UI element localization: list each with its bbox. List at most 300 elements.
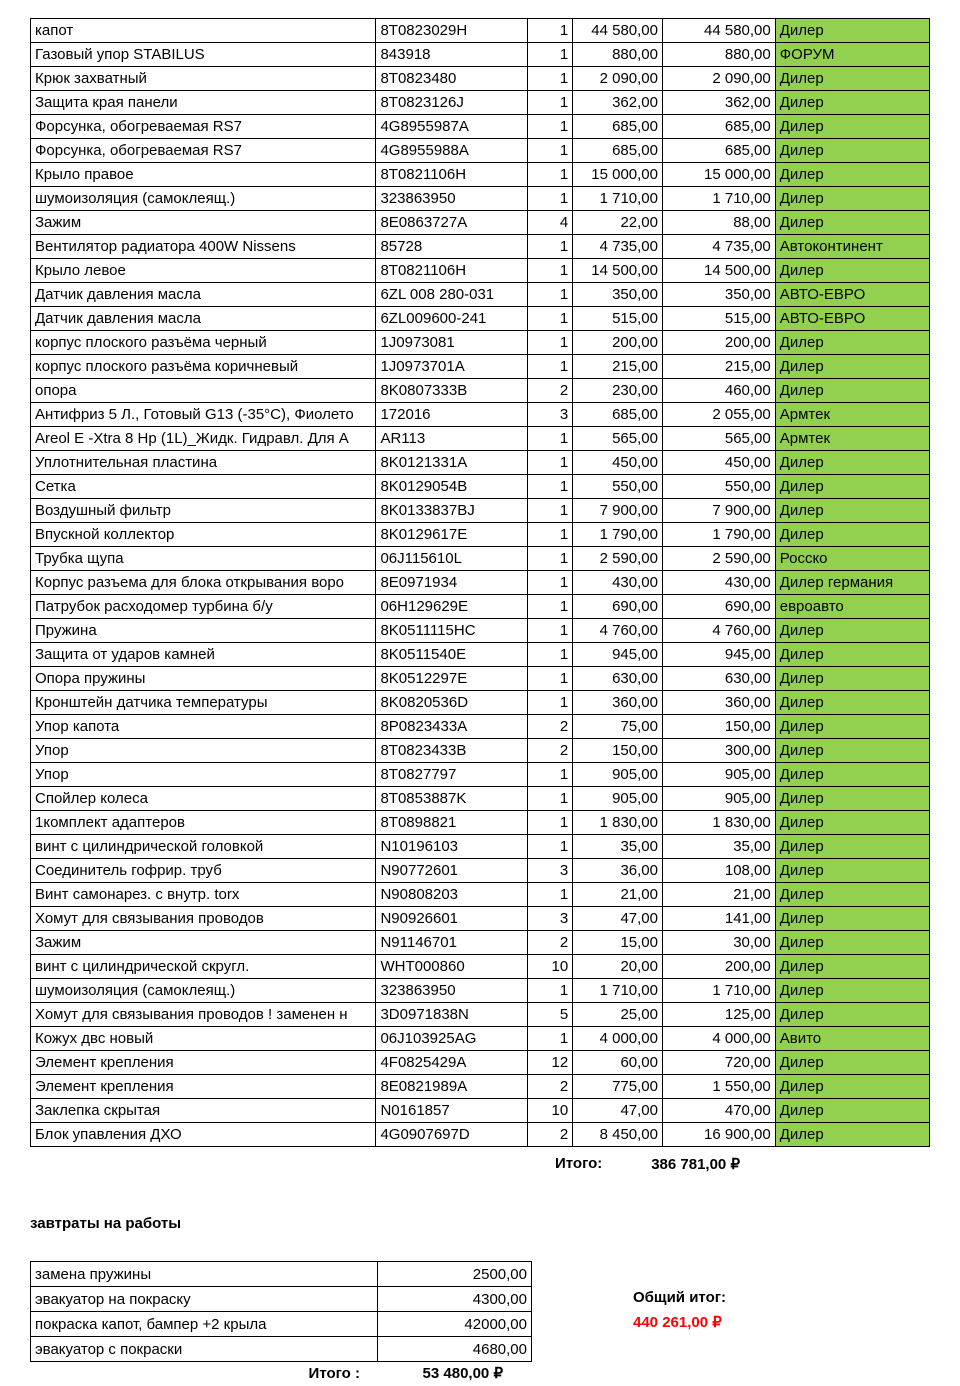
part-qty-cell[interactable]: 1 xyxy=(527,187,572,211)
part-unit-price-cell[interactable]: 565,00 xyxy=(573,427,663,451)
part-unit-price-cell[interactable]: 215,00 xyxy=(573,355,663,379)
part-total-cell[interactable]: 1 830,00 xyxy=(662,811,775,835)
part-total-cell[interactable]: 88,00 xyxy=(662,211,775,235)
part-unit-price-cell[interactable]: 47,00 xyxy=(573,907,663,931)
part-total-cell[interactable]: 16 900,00 xyxy=(662,1123,775,1147)
part-total-cell[interactable]: 15 000,00 xyxy=(662,163,775,187)
part-name-cell[interactable]: Корпус разъема для блока открывания воро xyxy=(31,571,376,595)
part-qty-cell[interactable]: 1 xyxy=(527,451,572,475)
part-supplier-cell[interactable]: Росско xyxy=(775,547,929,571)
part-name-cell[interactable]: Крюк захватный xyxy=(31,67,376,91)
part-supplier-cell[interactable]: Дилер xyxy=(775,451,929,475)
part-number-cell[interactable]: N90772601 xyxy=(376,859,527,883)
part-qty-cell[interactable]: 2 xyxy=(527,715,572,739)
part-number-cell[interactable]: N0161857 xyxy=(376,1099,527,1123)
part-supplier-cell[interactable]: Дилер xyxy=(775,475,929,499)
part-qty-cell[interactable]: 1 xyxy=(527,283,572,307)
part-name-cell[interactable]: Упор xyxy=(31,739,376,763)
part-supplier-cell[interactable]: Дилер xyxy=(775,379,929,403)
part-qty-cell[interactable]: 1 xyxy=(527,619,572,643)
part-name-cell[interactable]: Кронштейн датчика температуры xyxy=(31,691,376,715)
part-number-cell[interactable]: 4G8955988A xyxy=(376,139,527,163)
part-number-cell[interactable]: 8T0827797 xyxy=(376,763,527,787)
part-name-cell[interactable]: Воздушный фильтр xyxy=(31,499,376,523)
part-total-cell[interactable]: 2 590,00 xyxy=(662,547,775,571)
part-supplier-cell[interactable]: Дилер xyxy=(775,1075,929,1099)
part-total-cell[interactable]: 1 710,00 xyxy=(662,979,775,1003)
part-unit-price-cell[interactable]: 1 710,00 xyxy=(573,187,663,211)
part-total-cell[interactable]: 4 000,00 xyxy=(662,1027,775,1051)
part-total-cell[interactable]: 905,00 xyxy=(662,787,775,811)
part-number-cell[interactable]: 8T0823433B xyxy=(376,739,527,763)
part-total-cell[interactable]: 450,00 xyxy=(662,451,775,475)
part-unit-price-cell[interactable]: 430,00 xyxy=(573,571,663,595)
part-unit-price-cell[interactable]: 15 000,00 xyxy=(573,163,663,187)
part-name-cell[interactable]: Газовый упор STABILUS xyxy=(31,43,376,67)
part-total-cell[interactable]: 470,00 xyxy=(662,1099,775,1123)
part-number-cell[interactable]: 8K0512297E xyxy=(376,667,527,691)
labor-name-cell[interactable]: покраска капот, бампер +2 крыла xyxy=(31,1312,378,1337)
part-name-cell[interactable]: корпус плоского разъёма коричневый xyxy=(31,355,376,379)
part-supplier-cell[interactable]: Дилер xyxy=(775,619,929,643)
part-unit-price-cell[interactable]: 350,00 xyxy=(573,283,663,307)
part-number-cell[interactable]: N91146701 xyxy=(376,931,527,955)
part-total-cell[interactable]: 215,00 xyxy=(662,355,775,379)
part-qty-cell[interactable]: 1 xyxy=(527,67,572,91)
part-number-cell[interactable]: 8K0807333B xyxy=(376,379,527,403)
grand-total-label: Общий итог: xyxy=(633,1289,726,1306)
part-total-cell[interactable]: 460,00 xyxy=(662,379,775,403)
part-unit-price-cell[interactable]: 4 735,00 xyxy=(573,235,663,259)
part-qty-cell[interactable]: 1 xyxy=(527,667,572,691)
part-unit-price-cell[interactable]: 8 450,00 xyxy=(573,1123,663,1147)
part-supplier-cell[interactable]: АВТО-ЕВРО xyxy=(775,283,929,307)
part-qty-cell[interactable]: 1 xyxy=(527,787,572,811)
part-unit-price-cell[interactable]: 4 000,00 xyxy=(573,1027,663,1051)
part-name-cell[interactable]: Трубка щупа xyxy=(31,547,376,571)
part-unit-price-cell[interactable]: 35,00 xyxy=(573,835,663,859)
part-supplier-cell[interactable]: Дилер xyxy=(775,19,929,43)
part-name-cell[interactable]: Соединитель гофрир. труб xyxy=(31,859,376,883)
part-unit-price-cell[interactable]: 22,00 xyxy=(573,211,663,235)
part-qty-cell[interactable]: 1 xyxy=(527,883,572,907)
part-qty-cell[interactable]: 1 xyxy=(527,643,572,667)
part-supplier-cell[interactable]: ФОРУМ xyxy=(775,43,929,67)
part-name-cell[interactable]: Впускной коллектор xyxy=(31,523,376,547)
part-number-cell[interactable]: 843918 xyxy=(376,43,527,67)
part-supplier-cell[interactable]: Армтек xyxy=(775,427,929,451)
part-number-cell[interactable]: 8K0820536D xyxy=(376,691,527,715)
part-total-cell[interactable]: 685,00 xyxy=(662,139,775,163)
part-qty-cell[interactable]: 2 xyxy=(527,379,572,403)
part-number-cell[interactable]: 8T0853887K xyxy=(376,787,527,811)
parts-table-row xyxy=(31,1003,930,1027)
part-qty-cell[interactable]: 1 xyxy=(527,547,572,571)
part-qty-cell[interactable]: 2 xyxy=(527,1075,572,1099)
part-unit-price-cell[interactable]: 1 830,00 xyxy=(573,811,663,835)
part-number-cell[interactable]: 4F0825429A xyxy=(376,1051,527,1075)
part-number-cell[interactable]: 3D0971838N xyxy=(376,1003,527,1027)
part-supplier-cell[interactable]: Дилер xyxy=(775,523,929,547)
part-supplier-cell[interactable]: Дилер xyxy=(775,835,929,859)
part-supplier-cell[interactable]: Дилер xyxy=(775,859,929,883)
part-number-cell[interactable]: 06J115610L xyxy=(376,547,527,571)
grand-total-block xyxy=(633,1285,726,1335)
part-name-cell[interactable]: Защита от ударов камней xyxy=(31,643,376,667)
part-name-cell[interactable]: Areol E -Xtra 8 Hp (1L)_Жидк. Гидравл. Для А xyxy=(31,427,376,451)
part-name-cell[interactable]: капот xyxy=(31,19,376,43)
part-qty-cell[interactable]: 1 xyxy=(527,475,572,499)
part-name-cell[interactable]: Уплотнительная пластина xyxy=(31,451,376,475)
part-qty-cell[interactable]: 1 xyxy=(527,595,572,619)
part-name-cell[interactable]: Пружина xyxy=(31,619,376,643)
labor-value-cell[interactable]: 42000,00 xyxy=(378,1312,532,1337)
part-qty-cell[interactable]: 1 xyxy=(527,307,572,331)
part-qty-cell[interactable]: 1 xyxy=(527,331,572,355)
part-qty-cell[interactable]: 1 xyxy=(527,835,572,859)
part-supplier-cell[interactable]: АВТО-ЕВРО xyxy=(775,307,929,331)
parts-table-row xyxy=(31,499,930,523)
part-number-cell[interactable]: 8T0821106H xyxy=(376,163,527,187)
part-name-cell[interactable]: Опора пружины xyxy=(31,667,376,691)
part-unit-price-cell[interactable]: 60,00 xyxy=(573,1051,663,1075)
part-qty-cell[interactable]: 1 xyxy=(527,691,572,715)
part-name-cell[interactable]: Заклепка скрытая xyxy=(31,1099,376,1123)
part-qty-cell[interactable]: 3 xyxy=(527,907,572,931)
part-total-cell[interactable]: 945,00 xyxy=(662,643,775,667)
part-name-cell[interactable]: Сетка xyxy=(31,475,376,499)
part-qty-cell[interactable]: 3 xyxy=(527,403,572,427)
part-supplier-cell[interactable]: Дилер xyxy=(775,187,929,211)
part-name-cell[interactable]: Кожух двс новый xyxy=(31,1027,376,1051)
part-name-cell[interactable]: винт с цилиндрической головкой xyxy=(31,835,376,859)
part-name-cell[interactable]: Крыло левое xyxy=(31,259,376,283)
part-unit-price-cell[interactable]: 880,00 xyxy=(573,43,663,67)
part-supplier-cell[interactable]: Дилер xyxy=(775,931,929,955)
part-total-cell[interactable]: 7 900,00 xyxy=(662,499,775,523)
part-number-cell[interactable]: 6ZL 008 280-031 xyxy=(376,283,527,307)
part-name-cell[interactable]: Хомут для связывания проводов xyxy=(31,907,376,931)
part-total-cell[interactable]: 44 580,00 xyxy=(662,19,775,43)
part-supplier-cell[interactable]: Дилер xyxy=(775,763,929,787)
part-supplier-cell[interactable]: Дилер xyxy=(775,883,929,907)
part-number-cell[interactable]: 323863950 xyxy=(376,979,527,1003)
part-unit-price-cell[interactable]: 14 500,00 xyxy=(573,259,663,283)
part-name-cell[interactable]: Защита края панели xyxy=(31,91,376,115)
part-unit-price-cell[interactable]: 685,00 xyxy=(573,403,663,427)
part-number-cell[interactable]: 4G8955987A xyxy=(376,115,527,139)
part-number-cell[interactable]: 8K0129054B xyxy=(376,475,527,499)
part-unit-price-cell[interactable]: 47,00 xyxy=(573,1099,663,1123)
part-total-cell[interactable]: 630,00 xyxy=(662,667,775,691)
part-unit-price-cell[interactable]: 690,00 xyxy=(573,595,663,619)
part-total-cell[interactable]: 108,00 xyxy=(662,859,775,883)
part-number-cell[interactable]: 172016 xyxy=(376,403,527,427)
part-qty-cell[interactable]: 1 xyxy=(527,235,572,259)
part-unit-price-cell[interactable]: 630,00 xyxy=(573,667,663,691)
part-name-cell[interactable]: Зажим xyxy=(31,931,376,955)
part-number-cell[interactable]: N10196103 xyxy=(376,835,527,859)
part-unit-price-cell[interactable]: 550,00 xyxy=(573,475,663,499)
part-total-cell[interactable]: 30,00 xyxy=(662,931,775,955)
part-unit-price-cell[interactable]: 36,00 xyxy=(573,859,663,883)
part-name-cell[interactable]: Антифриз 5 Л., Готовый G13 (-35°C), Фиолето xyxy=(31,403,376,427)
part-unit-price-cell[interactable]: 15,00 xyxy=(573,931,663,955)
part-name-cell[interactable]: шумоизоляция (самоклеящ.) xyxy=(31,979,376,1003)
part-unit-price-cell[interactable]: 362,00 xyxy=(573,91,663,115)
part-supplier-cell[interactable]: Дилер xyxy=(775,811,929,835)
part-total-cell[interactable]: 4 735,00 xyxy=(662,235,775,259)
part-name-cell[interactable]: Крыло правое xyxy=(31,163,376,187)
part-supplier-cell[interactable]: Дилер xyxy=(775,1003,929,1027)
part-unit-price-cell[interactable]: 200,00 xyxy=(573,331,663,355)
part-unit-price-cell[interactable]: 905,00 xyxy=(573,787,663,811)
part-name-cell[interactable]: Форсунка, обогреваемая RS7 xyxy=(31,139,376,163)
part-name-cell[interactable]: Зажим xyxy=(31,211,376,235)
part-supplier-cell[interactable]: Дилер xyxy=(775,115,929,139)
part-supplier-cell[interactable]: Дилер xyxy=(775,1099,929,1123)
part-total-cell[interactable]: 125,00 xyxy=(662,1003,775,1027)
part-total-cell[interactable]: 350,00 xyxy=(662,283,775,307)
part-total-cell[interactable]: 362,00 xyxy=(662,91,775,115)
part-number-cell[interactable]: 323863950 xyxy=(376,187,527,211)
part-unit-price-cell[interactable]: 360,00 xyxy=(573,691,663,715)
part-number-cell[interactable]: 8E0971934 xyxy=(376,571,527,595)
part-supplier-cell[interactable]: Дилер xyxy=(775,499,929,523)
part-supplier-cell[interactable]: Дилер xyxy=(775,715,929,739)
part-qty-cell[interactable]: 4 xyxy=(527,211,572,235)
part-unit-price-cell[interactable]: 905,00 xyxy=(573,763,663,787)
part-qty-cell[interactable]: 2 xyxy=(527,931,572,955)
part-qty-cell[interactable]: 1 xyxy=(527,43,572,67)
part-name-cell[interactable]: Упор капота xyxy=(31,715,376,739)
part-name-cell[interactable]: Элемент крепления xyxy=(31,1051,376,1075)
part-qty-cell[interactable]: 1 xyxy=(527,163,572,187)
part-total-cell[interactable]: 905,00 xyxy=(662,763,775,787)
part-unit-price-cell[interactable]: 515,00 xyxy=(573,307,663,331)
part-name-cell[interactable]: Упор xyxy=(31,763,376,787)
part-name-cell[interactable]: Хомут для связывания проводов ! заменен н xyxy=(31,1003,376,1027)
part-supplier-cell[interactable]: Дилер xyxy=(775,355,929,379)
labor-name-cell[interactable]: эвакуатор на покраску xyxy=(31,1287,378,1312)
part-qty-cell[interactable]: 12 xyxy=(527,1051,572,1075)
part-qty-cell[interactable]: 1 xyxy=(527,1027,572,1051)
part-supplier-cell[interactable]: Дилер xyxy=(775,667,929,691)
part-qty-cell[interactable]: 1 xyxy=(527,523,572,547)
part-name-cell[interactable]: Датчик давления масла xyxy=(31,307,376,331)
part-total-cell[interactable]: 685,00 xyxy=(662,115,775,139)
part-total-cell[interactable]: 1 710,00 xyxy=(662,187,775,211)
part-qty-cell[interactable]: 1 xyxy=(527,259,572,283)
part-number-cell[interactable]: 06H129629E xyxy=(376,595,527,619)
part-supplier-cell[interactable]: Дилер xyxy=(775,91,929,115)
part-supplier-cell[interactable]: Дилер xyxy=(775,67,929,91)
part-number-cell[interactable]: 8T0823029H xyxy=(376,19,527,43)
part-number-cell[interactable]: 8E0821989A xyxy=(376,1075,527,1099)
part-name-cell[interactable]: Спойлер колеса xyxy=(31,787,376,811)
part-total-cell[interactable]: 141,00 xyxy=(662,907,775,931)
parts-table-row xyxy=(31,643,930,667)
part-unit-price-cell[interactable]: 2 590,00 xyxy=(573,547,663,571)
labor-total-label: Итого : xyxy=(308,1365,360,1382)
part-qty-cell[interactable]: 1 xyxy=(527,427,572,451)
part-supplier-cell[interactable]: Дилер xyxy=(775,259,929,283)
part-total-cell[interactable]: 360,00 xyxy=(662,691,775,715)
part-supplier-cell[interactable]: Авито xyxy=(775,1027,929,1051)
part-total-cell[interactable]: 21,00 xyxy=(662,883,775,907)
part-unit-price-cell[interactable]: 945,00 xyxy=(573,643,663,667)
part-qty-cell[interactable]: 1 xyxy=(527,19,572,43)
part-total-cell[interactable]: 300,00 xyxy=(662,739,775,763)
part-name-cell[interactable]: Элемент крепления xyxy=(31,1075,376,1099)
part-name-cell[interactable]: Форсунка, обогреваемая RS7 xyxy=(31,115,376,139)
part-supplier-cell[interactable]: Автоконтинент xyxy=(775,235,929,259)
part-qty-cell[interactable]: 1 xyxy=(527,139,572,163)
part-unit-price-cell[interactable]: 2 090,00 xyxy=(573,67,663,91)
part-qty-cell[interactable]: 1 xyxy=(527,811,572,835)
part-number-cell[interactable]: 8K0121331A xyxy=(376,451,527,475)
part-number-cell[interactable]: 8K0133837BJ xyxy=(376,499,527,523)
part-number-cell[interactable]: 8T0823126J xyxy=(376,91,527,115)
part-total-cell[interactable]: 880,00 xyxy=(662,43,775,67)
part-total-cell[interactable]: 550,00 xyxy=(662,475,775,499)
part-qty-cell[interactable]: 1 xyxy=(527,355,572,379)
part-qty-cell[interactable]: 1 xyxy=(527,571,572,595)
part-qty-cell[interactable]: 1 xyxy=(527,499,572,523)
part-name-cell[interactable]: 1комплект адаптеров xyxy=(31,811,376,835)
part-supplier-cell[interactable]: Дилер xyxy=(775,163,929,187)
parts-table-row xyxy=(31,427,930,451)
part-supplier-cell[interactable]: евроавто xyxy=(775,595,929,619)
part-supplier-cell[interactable]: Дилер xyxy=(775,739,929,763)
part-name-cell[interactable]: шумоизоляция (самоклеящ.) xyxy=(31,187,376,211)
part-number-cell[interactable]: 8E0863727A xyxy=(376,211,527,235)
part-number-cell[interactable]: 8K0129617E xyxy=(376,523,527,547)
part-total-cell[interactable]: 690,00 xyxy=(662,595,775,619)
part-name-cell[interactable]: Блок упавления ДХО xyxy=(31,1123,376,1147)
part-supplier-cell[interactable]: Дилер xyxy=(775,331,929,355)
part-supplier-cell[interactable]: Дилер xyxy=(775,907,929,931)
part-supplier-cell[interactable]: Дилер xyxy=(775,139,929,163)
part-supplier-cell[interactable]: Армтек xyxy=(775,403,929,427)
part-total-cell[interactable]: 565,00 xyxy=(662,427,775,451)
labor-value-cell[interactable]: 4680,00 xyxy=(378,1337,532,1362)
part-total-cell[interactable]: 430,00 xyxy=(662,571,775,595)
part-unit-price-cell[interactable]: 1 790,00 xyxy=(573,523,663,547)
part-total-cell[interactable]: 4 760,00 xyxy=(662,619,775,643)
part-total-cell[interactable]: 2 055,00 xyxy=(662,403,775,427)
part-number-cell[interactable]: 8P0823433A xyxy=(376,715,527,739)
part-number-cell[interactable]: 8K0511115HC xyxy=(376,619,527,643)
part-qty-cell[interactable]: 2 xyxy=(527,1123,572,1147)
part-name-cell[interactable]: Датчик давления масла xyxy=(31,283,376,307)
part-unit-price-cell[interactable]: 685,00 xyxy=(573,115,663,139)
part-unit-price-cell[interactable]: 775,00 xyxy=(573,1075,663,1099)
part-number-cell[interactable]: N90808203 xyxy=(376,883,527,907)
part-unit-price-cell[interactable]: 230,00 xyxy=(573,379,663,403)
part-number-cell[interactable]: 85728 xyxy=(376,235,527,259)
part-unit-price-cell[interactable]: 1 710,00 xyxy=(573,979,663,1003)
part-qty-cell[interactable]: 10 xyxy=(527,1099,572,1123)
part-unit-price-cell[interactable]: 21,00 xyxy=(573,883,663,907)
part-unit-price-cell[interactable]: 685,00 xyxy=(573,139,663,163)
part-supplier-cell[interactable]: Дилер xyxy=(775,1051,929,1075)
part-unit-price-cell[interactable]: 75,00 xyxy=(573,715,663,739)
part-supplier-cell[interactable]: Дилер xyxy=(775,979,929,1003)
part-number-cell[interactable]: 8K0511540E xyxy=(376,643,527,667)
part-qty-cell[interactable]: 5 xyxy=(527,1003,572,1027)
part-total-cell[interactable]: 200,00 xyxy=(662,331,775,355)
grand-total-value: 440 261,00 ₽ xyxy=(633,1314,722,1331)
part-qty-cell[interactable]: 1 xyxy=(527,115,572,139)
parts-table-row xyxy=(31,979,930,1003)
part-qty-cell[interactable]: 1 xyxy=(527,91,572,115)
part-unit-price-cell[interactable]: 44 580,00 xyxy=(573,19,663,43)
part-unit-price-cell[interactable]: 25,00 xyxy=(573,1003,663,1027)
part-qty-cell[interactable]: 2 xyxy=(527,739,572,763)
part-total-cell[interactable]: 515,00 xyxy=(662,307,775,331)
part-total-cell[interactable]: 1 790,00 xyxy=(662,523,775,547)
part-number-cell[interactable]: 6ZL009600-241 xyxy=(376,307,527,331)
part-supplier-cell[interactable]: Дилер xyxy=(775,643,929,667)
part-number-cell[interactable]: 8T0898821 xyxy=(376,811,527,835)
part-total-cell[interactable]: 14 500,00 xyxy=(662,259,775,283)
part-qty-cell[interactable]: 10 xyxy=(527,955,572,979)
part-name-cell[interactable]: Винт самонарез. с внутр. torx xyxy=(31,883,376,907)
labor-value-cell[interactable]: 2500,00 xyxy=(378,1262,532,1287)
labor-value-cell[interactable]: 4300,00 xyxy=(378,1287,532,1312)
part-number-cell[interactable]: WHT000860 xyxy=(376,955,527,979)
part-supplier-cell[interactable]: Дилер xyxy=(775,691,929,715)
labor-name-cell[interactable]: эвакуатор с покраски xyxy=(31,1337,378,1362)
part-name-cell[interactable]: винт с цилиндрической скругл. xyxy=(31,955,376,979)
part-total-cell[interactable]: 720,00 xyxy=(662,1051,775,1075)
part-number-cell[interactable]: 8T0823480 xyxy=(376,67,527,91)
part-qty-cell[interactable]: 1 xyxy=(527,763,572,787)
part-supplier-cell[interactable]: Дилер германия xyxy=(775,571,929,595)
part-unit-price-cell[interactable]: 450,00 xyxy=(573,451,663,475)
part-unit-price-cell[interactable]: 4 760,00 xyxy=(573,619,663,643)
part-supplier-cell[interactable]: Дилер xyxy=(775,211,929,235)
part-number-cell[interactable]: 06J103925AG xyxy=(376,1027,527,1051)
part-total-cell[interactable]: 150,00 xyxy=(662,715,775,739)
part-name-cell[interactable]: опора xyxy=(31,379,376,403)
part-supplier-cell[interactable]: Дилер xyxy=(775,787,929,811)
parts-table xyxy=(30,18,930,1147)
part-number-cell[interactable]: 1J0973701A xyxy=(376,355,527,379)
part-number-cell[interactable]: 4G0907697D xyxy=(376,1123,527,1147)
labor-name-cell[interactable]: замена пружины xyxy=(31,1262,378,1287)
part-name-cell[interactable]: корпус плоского разъёма черный xyxy=(31,331,376,355)
part-number-cell[interactable]: 8T0821106H xyxy=(376,259,527,283)
part-unit-price-cell[interactable]: 150,00 xyxy=(573,739,663,763)
part-number-cell[interactable]: 1J0973081 xyxy=(376,331,527,355)
part-unit-price-cell[interactable]: 20,00 xyxy=(573,955,663,979)
part-total-cell[interactable]: 200,00 xyxy=(662,955,775,979)
part-total-cell[interactable]: 1 550,00 xyxy=(662,1075,775,1099)
part-unit-price-cell[interactable]: 7 900,00 xyxy=(573,499,663,523)
part-supplier-cell[interactable]: Дилер xyxy=(775,1123,929,1147)
part-total-cell[interactable]: 35,00 xyxy=(662,835,775,859)
part-name-cell[interactable]: Патрубок расходомер турбина б/у xyxy=(31,595,376,619)
part-qty-cell[interactable]: 3 xyxy=(527,859,572,883)
part-number-cell[interactable]: AR113 xyxy=(376,427,527,451)
part-name-cell[interactable]: Вентилятор радиатора 400W Nissens xyxy=(31,235,376,259)
part-total-cell[interactable]: 2 090,00 xyxy=(662,67,775,91)
part-supplier-cell[interactable]: Дилер xyxy=(775,955,929,979)
part-number-cell[interactable]: N90926601 xyxy=(376,907,527,931)
part-qty-cell[interactable]: 1 xyxy=(527,979,572,1003)
